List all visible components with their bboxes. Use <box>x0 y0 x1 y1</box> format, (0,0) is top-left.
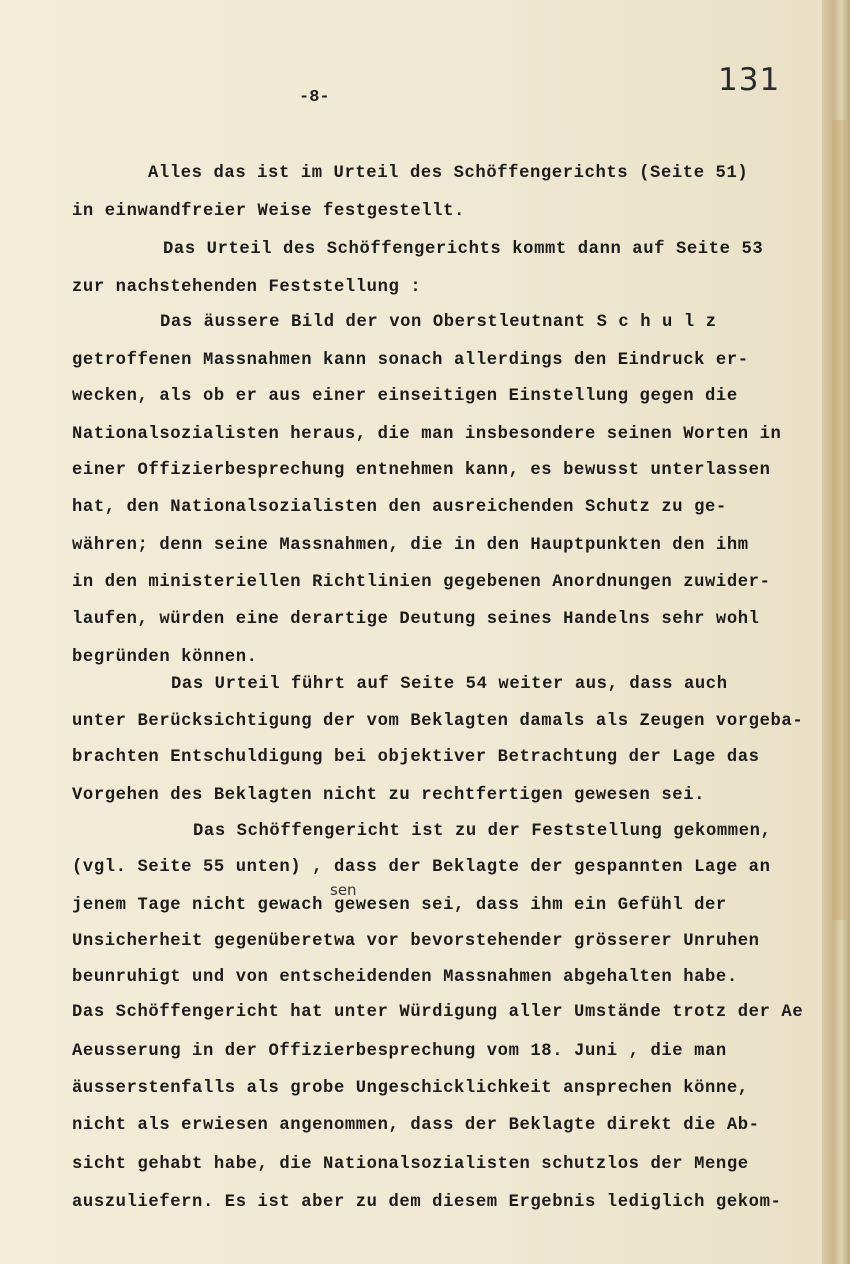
edge-stain <box>832 120 846 920</box>
text-line: zur nachstehenden Feststellung : <box>72 278 422 297</box>
text-line: in einwandfreier Weise festgestellt. <box>72 202 465 221</box>
text-line: Vorgehen des Beklagten nicht zu rechtfertigen gewesen sei. <box>72 786 706 805</box>
text-line: hat, den Nationalsozialisten den ausreichenden Schutz zu ge- <box>72 498 727 517</box>
text-line: Das Urteil des Schöffengerichts kommt dann auf Seite 53 <box>163 240 764 259</box>
text-line: währen; denn seine Massnahmen, die in den Hauptpunkten den ihm <box>72 536 749 555</box>
text-line: wecken, als ob er aus einer einseitigen Einstellung gegen die <box>72 387 738 406</box>
text-line: getroffenen Massnahmen kann sonach allerdings den Eindruck er- <box>72 351 749 370</box>
page-edge <box>822 0 850 1264</box>
handwritten-insertion: sen <box>330 881 357 899</box>
text-line: Aeusserung in der Offizierbesprechung vom 18. Juni , die man <box>72 1042 727 1061</box>
text-line: begründen können. <box>72 648 258 667</box>
text-line: auszuliefern. Es ist aber zu dem diesem Ergebnis lediglich gekom- <box>72 1193 782 1212</box>
text-line: Das Urteil führt auf Seite 54 weiter aus, dass auch <box>171 675 728 694</box>
text-line: äusserstenfalls als grobe Ungeschicklichkeit ansprechen könne, <box>72 1079 749 1098</box>
text-line: beunruhigt und von entscheidenden Massnahmen abgehalten habe. <box>72 968 738 987</box>
text-line: Das Schöffengericht hat unter Würdigung aller Umstände trotz der Ae <box>72 1003 804 1022</box>
text-line: Alles das ist im Urteil des Schöffengerichts (Seite 51) <box>148 164 749 183</box>
page-number: 131 <box>718 62 781 98</box>
text-line: Das äussere Bild der von Oberstleutnant S c h u l z <box>160 313 717 332</box>
text-line: jenem Tage nicht gewach gewesen sei, dass ihm ein Gefühl der <box>72 896 727 915</box>
folio-number: -8- <box>299 88 330 107</box>
text-line: einer Offizierbesprechung entnehmen kann, es bewusst unterlassen <box>72 461 771 480</box>
text-line: in den ministeriellen Richtlinien gegebenen Anordnungen zuwider- <box>72 573 771 592</box>
text-line: brachten Entschuldigung bei objektiver Betrachtung der Lage das <box>72 748 760 767</box>
text-line: laufen, würden eine derartige Deutung seines Handelns sehr wohl <box>72 610 760 629</box>
text-line: Unsicherheit gegenüberetwa vor bevorstehender grösserer Unruhen <box>72 932 760 951</box>
text-line: nicht als erwiesen angenommen, dass der Beklagte direkt die Ab- <box>72 1116 760 1135</box>
text-line: (vgl. Seite 55 unten) , dass der Beklagte der gespannten Lage an <box>72 858 771 877</box>
text-line: Nationalsozialisten heraus, die man insbesondere seinen Worten in <box>72 425 782 444</box>
text-line: Das Schöffengericht ist zu der Feststellung gekommen, <box>193 822 772 841</box>
text-line: sicht gehabt habe, die Nationalsozialisten schutzlos der Menge <box>72 1155 749 1174</box>
text-line: unter Berücksichtigung der vom Beklagten damals als Zeugen vorgeba- <box>72 712 804 731</box>
